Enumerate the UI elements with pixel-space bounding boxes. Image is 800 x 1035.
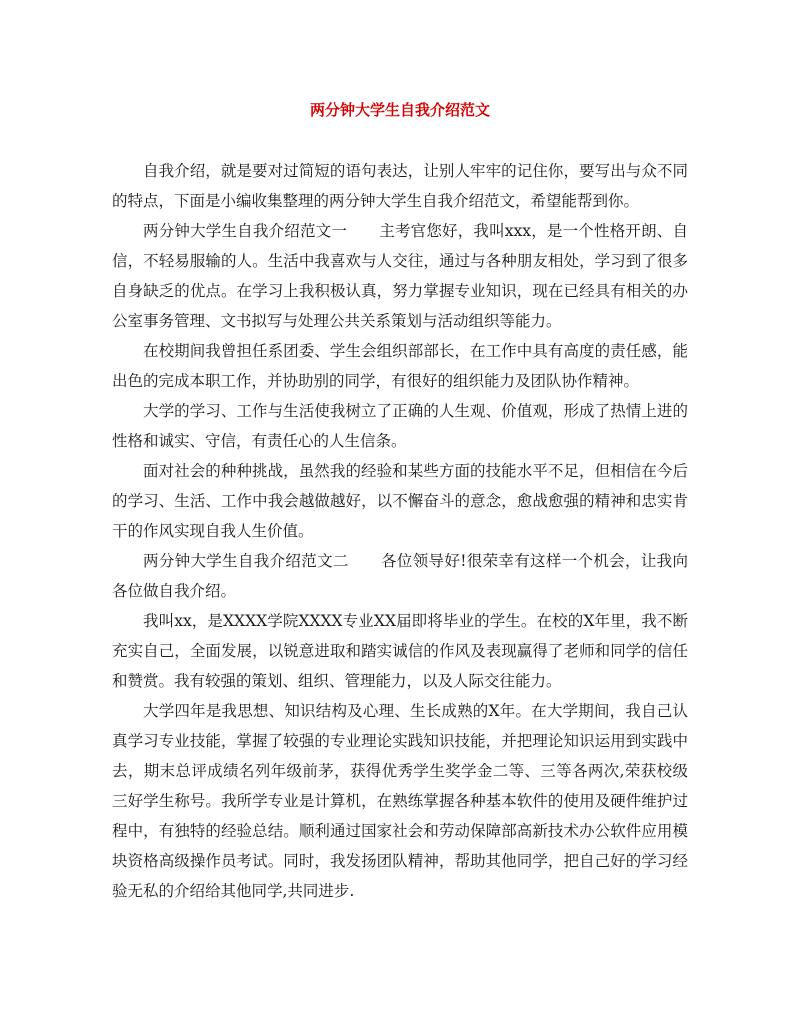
paragraph bbox=[112, 606, 688, 696]
paragraph-text: 在校期间我曾担任系团委、学生会组织部部长，在工作中具有高度的责任感，能出色的完成本职工作，并协助别的同学，有很好的组织能力及团队协作精神。 bbox=[112, 342, 688, 390]
section-heading: 两分钟大学生自我介绍范文二 bbox=[143, 552, 349, 570]
paragraph-text: 面对社会的种种挑战，虽然我的经验和某些方面的技能水平不足，但相信在今后的学习、生活、工作中我会越做越好，以不懈奋斗的意念，愈战愈强的精神和忠实肯干的作风实现自我人生价值。 bbox=[112, 462, 688, 540]
section-heading: 两分钟大学生自我介绍范文一 bbox=[143, 222, 348, 240]
paragraph-text: 各位领导好!很荣幸有这样一个机会，让我向各位做自我介绍。 bbox=[112, 552, 688, 600]
paragraph bbox=[112, 396, 688, 456]
paragraph-intro bbox=[112, 156, 688, 216]
paragraph-text: 大学四年是我思想、知识结构及心理、生长成熟的X年。在大学期间，我自己认真学习专业技能，掌握了较强的专业理论实践知识技能，并把理论知识运用到实践中去，期末总评成绩名列年级前茅，获得优秀学生奖学金二等、三等各两次,荣获校级三好学生称号。我所学专业是计算机，在熟练掌握各种基本软件的使用及硬件维护过程中，有独特的经验总结。顺利通过国家社会和劳动保障部高新技术办公软件应用模块资格高级操作员考试。同时，我发扬团队精神，帮助其他同学，把自己好的学习经验无私的介绍给其他同学,共同进步. bbox=[112, 702, 688, 900]
paragraph-text: 主考官您好，我叫xxx，是一个性格开朗、自信，不轻易服输的人。生活中我喜欢与人交往，通过与各种朋友相处，学习到了很多自身缺乏的优点。在学习上我积极认真，努力掌握专业知识，现在已经具有相关的办公室事务管理、文书拟写与处理公共关系策划与活动组织等能力。 bbox=[112, 222, 688, 330]
paragraph-text: 我叫xx，是XXXX学院XXXX专业XX届即将毕业的学生。在校的X年里，我不断充实自己，全面发展，以锐意进取和踏实诚信的作风及表现赢得了老师和同学的信任和赞赏。我有较强的策划、组织、管理能力，以及人际交往能力。 bbox=[112, 612, 688, 690]
document-title: 两分钟大学生自我介绍范文 bbox=[309, 101, 490, 119]
paragraph-text: 自我介绍，就是要对过简短的语句表达，让别人牢牢的记住你，要写出与众不同的特点，下面是小编收集整理的两分钟大学生自我介绍范文，希望能帮到你。 bbox=[112, 162, 688, 210]
document-body bbox=[112, 156, 688, 906]
paragraph bbox=[112, 336, 688, 396]
paragraph bbox=[112, 456, 688, 546]
paragraph bbox=[112, 696, 688, 906]
paragraph-sample-two bbox=[112, 546, 688, 606]
paragraph-text: 大学的学习、工作与生活使我树立了正确的人生观、价值观，形成了热情上进的性格和诚实、守信，有责任心的人生信条。 bbox=[112, 402, 688, 450]
paragraph-sample-one bbox=[112, 216, 688, 336]
